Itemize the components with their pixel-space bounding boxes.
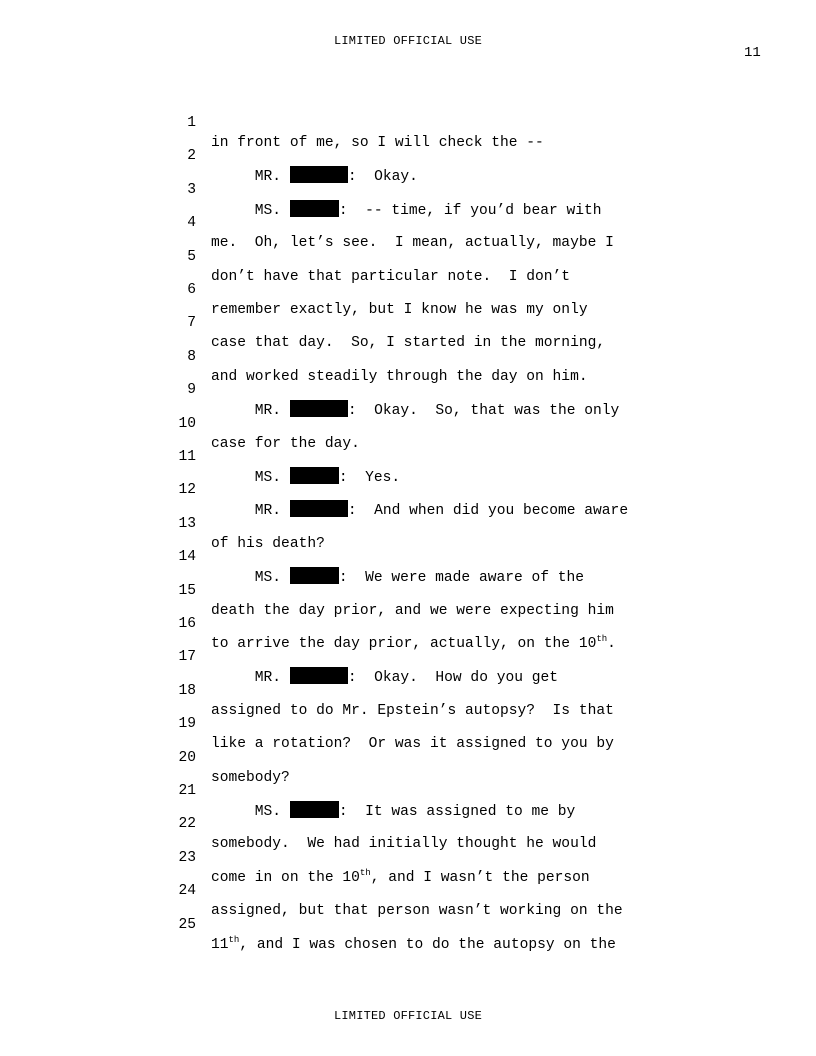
line-number: 11	[178, 449, 196, 465]
transcript-line	[0, 494, 816, 552]
line-text: remember exactly, but I know he was my only	[211, 302, 588, 318]
line-text: somebody?	[211, 769, 290, 786]
line-text: like a rotation? Or was it assigned to you by	[211, 736, 614, 753]
line-number: 19	[178, 716, 196, 733]
transcript-line	[0, 460, 816, 520]
line-number: 3	[187, 181, 196, 198]
line-number: 4	[187, 215, 196, 232]
page-number: 11	[744, 45, 761, 61]
line-text: MS. : Yes.	[211, 467, 400, 488]
line-text: MR. : Okay. So, that was the only	[211, 400, 619, 421]
transcript-line	[0, 394, 816, 452]
line-text: of his death?	[211, 535, 325, 552]
line-number: 9	[187, 382, 196, 399]
transcript-line	[0, 594, 816, 652]
transcript-line	[0, 761, 816, 820]
line-text: to arrive the day prior, actually, on the 10th.	[211, 634, 616, 652]
line-number: 16	[178, 616, 196, 632]
transcript-line	[0, 193, 816, 252]
line-text: assigned to do Mr. Epstein’s autopsy? Is that	[211, 702, 614, 719]
line-number: 5	[187, 248, 196, 265]
line-number: 10	[178, 415, 196, 432]
line-text: MR. : Okay.	[211, 166, 418, 187]
transcript-line	[0, 561, 816, 619]
line-number: 21	[178, 783, 196, 799]
line-number: 20	[178, 749, 196, 766]
line-number: 12	[178, 482, 196, 499]
line-text: in front of me, so I will check the --	[211, 135, 544, 151]
line-text: MS. : We were made aware of the	[211, 567, 584, 588]
line-text: MS. : -- time, if you’d bear with	[211, 200, 602, 221]
line-number: 6	[187, 282, 196, 298]
line-text: assigned, but that person wasn’t working on the	[211, 903, 623, 920]
line-number: 14	[178, 549, 196, 566]
transcript-line	[0, 126, 816, 186]
transcript-line	[0, 627, 816, 687]
line-text: MS. : It was assigned to me by	[211, 801, 575, 822]
line-number: 22	[178, 816, 196, 833]
line-text: 11th, and I was chosen to do the autopsy on the	[211, 934, 616, 953]
line-text: case for the day.	[211, 435, 360, 452]
line-number: 7	[187, 315, 196, 332]
line-text: death the day prior, and we were expecting him	[211, 602, 614, 619]
transcript-line	[0, 327, 816, 385]
transcript-line	[0, 861, 816, 920]
transcript-line	[0, 360, 816, 420]
transcript-line	[0, 828, 816, 886]
line-number: 23	[178, 849, 196, 866]
footer-classification-label: LIMITED OFFICIAL USE	[333, 1009, 483, 1023]
line-text: me. Oh, let’s see. I mean, actually, maybe I	[211, 235, 614, 252]
line-number: 24	[178, 883, 196, 900]
line-number: 13	[178, 515, 196, 532]
line-text: come in on the 10th, and I wasn’t the person	[211, 867, 590, 886]
line-text: MR. : Okay. How do you get	[211, 667, 558, 688]
transcript-line	[0, 227, 816, 285]
transcript-line	[0, 895, 816, 953]
transcript-line	[0, 794, 816, 853]
transcript-line	[0, 160, 816, 219]
transcript-line	[0, 527, 816, 587]
line-number: 18	[178, 682, 196, 699]
line-number: 25	[178, 916, 196, 933]
line-text: somebody. We had initially thought he would	[211, 836, 597, 853]
line-number: 8	[187, 348, 196, 365]
transcript-line	[0, 93, 816, 151]
line-number: 1	[187, 115, 196, 131]
line-text: MR. : And when did you become aware	[211, 500, 628, 521]
line-number: 2	[187, 148, 196, 165]
line-number: 15	[178, 582, 196, 599]
line-text: don’t have that particular note. I don’t	[211, 268, 571, 285]
line-number: 17	[178, 649, 196, 666]
transcript-line	[0, 661, 816, 719]
transcript-line	[0, 728, 816, 786]
transcript-line	[0, 694, 816, 753]
transcript-line	[0, 427, 816, 486]
transcript-line	[0, 293, 816, 352]
line-text: case that day. So, I started in the morning,	[211, 335, 606, 352]
transcript-line	[0, 260, 816, 318]
header-classification-label: LIMITED OFFICIAL USE	[333, 34, 483, 48]
line-text: and worked steadily through the day on him.	[211, 368, 588, 385]
